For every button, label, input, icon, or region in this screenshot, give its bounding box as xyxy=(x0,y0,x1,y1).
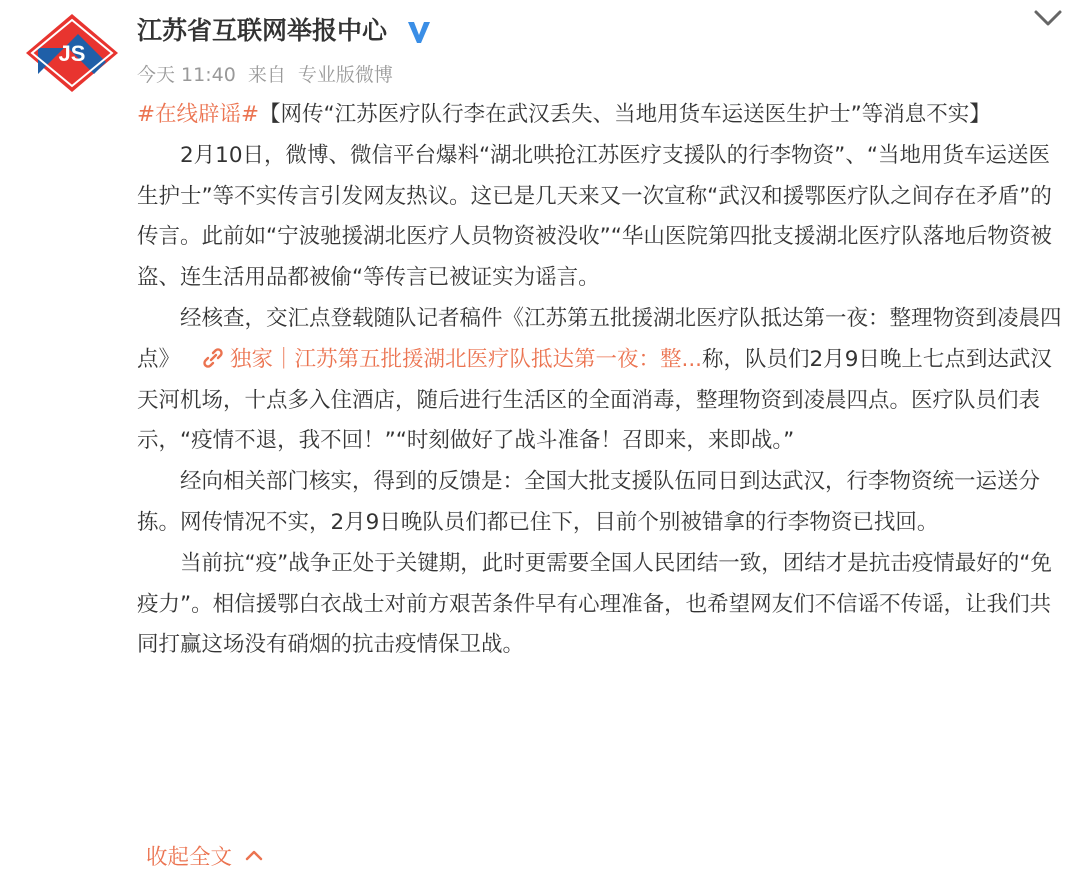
hashtag-link[interactable]: #在线辟谣# xyxy=(137,102,260,127)
article-link[interactable] xyxy=(180,347,702,372)
paragraph-1: 2月10日，微博、微信平台爆料“湖北哄抢江苏医疗支援队的行李物资”、“当地用货车运送医生护士”等不实传言引发网友热议。这已是几天来又一次宣称“武汉和援鄂医疗队之间存在矛盾”的传言。此前如“宁波驰援湖北医疗人员物资被没收”“华山医院第四批支援湖北医疗队落地后物资被盗、连生活用品都被偷“等传言已被证实为谣言。 xyxy=(137,142,1052,291)
author-name[interactable]: 江苏省互联网举报中心 xyxy=(137,16,388,45)
paragraph-2 xyxy=(137,299,1062,462)
post-title xyxy=(137,95,1062,136)
post-body xyxy=(137,95,1062,666)
collapse-label: 收起全文 xyxy=(146,845,233,870)
chevron-down-icon xyxy=(1028,2,1068,36)
article-link-text[interactable]: 独家｜江苏第五批援湖北医疗队抵达第一夜：整... xyxy=(230,346,703,372)
avatar-text: JS xyxy=(58,41,86,66)
post-source[interactable]: 专业版微博 xyxy=(297,64,393,86)
chevron-up-icon xyxy=(244,848,264,862)
post-time: 今天 11:40 xyxy=(137,64,236,86)
paragraph-4: 当前抗“疫”战争正处于关键期，此时更需要全国人民团结一致，团结才是抗击疫情最好的“免疫力”。相信援鄂白衣战士对前方艰苦条件早有心理准备，也希望网友们不信谣不传谣，让我们共同打赢这场没有硝烟的抗击疫情保卫战。 xyxy=(137,550,1052,658)
post-meta xyxy=(137,60,399,90)
jiangsu-logo-icon xyxy=(26,14,118,92)
paragraph-2-before: 经核查，交汇点登载随队记者稿件《江苏第五批援湖北医疗队抵达第一夜：整理物资到凌晨四点》 xyxy=(137,305,1062,372)
source-prefix: 来自 xyxy=(247,64,286,86)
collapse-button[interactable] xyxy=(146,843,264,873)
post-header xyxy=(0,0,1080,100)
avatar[interactable] xyxy=(26,14,118,92)
more-button[interactable] xyxy=(1028,2,1068,36)
verified-v-icon xyxy=(405,18,433,46)
paragraph-2-after: 称，队员们2月9日晚上七点到达武汉天河机场，十点多入住酒店，随后进行生活区的全面消毒，整理物资到凌晨四点。医疗队员们表示，“疫情不退，我不回！”“时刻做好了战斗准备！召即来，来即战。” xyxy=(137,346,1052,454)
post-title-text: 【网传“江苏医疗队行李在武汉丢失、当地用货车运送医生护士”等消息不实】 xyxy=(259,102,991,127)
link-icon xyxy=(202,347,224,369)
paragraph-3: 经向相关部门核实，得到的反馈是：全国大批支援队伍同日到达武汉，行李物资统一运送分拣。网传情况不实，2月9日晚队员们都已住下，目前个别被错拿的行李物资已找回。 xyxy=(137,469,1041,535)
